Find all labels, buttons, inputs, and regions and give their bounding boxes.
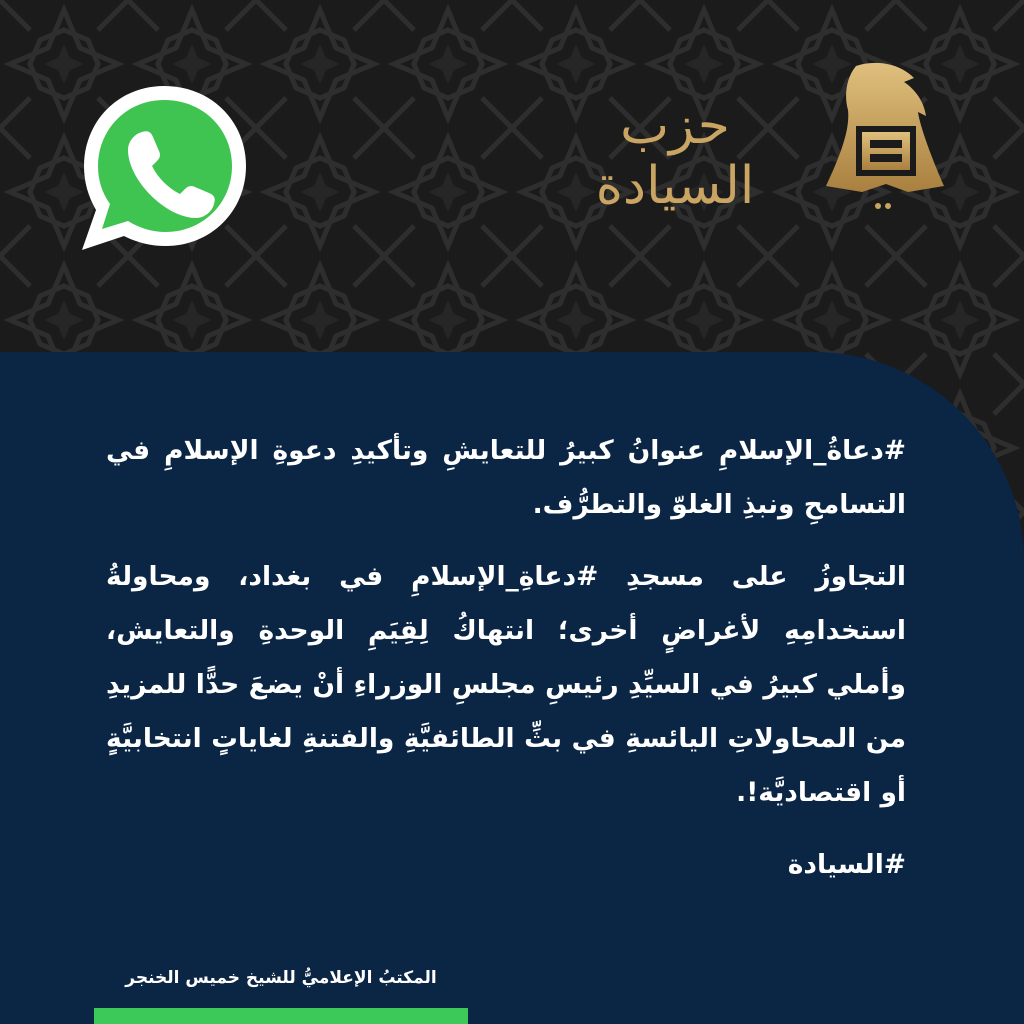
brand-name: حزب السيادة: [595, 96, 755, 216]
party-logo: [540, 56, 960, 216]
hashtag-link[interactable]: #السيادة: [787, 849, 906, 880]
post-paragraph-1: #دعاةُ_الإسلامِ عنوانُ كبيرُ للتعايشِ وتأكيدِ دعوةِ الإسلامِ في التسامحِ ونبذِ الغلوّ والتطرُّف.: [106, 435, 906, 520]
green-accent-bar: [94, 1008, 468, 1024]
post-paragraph-2: التجاوزُ على مسجدِ #دعاةِ_الإسلامِ في بغداد، ومحاولةُ استخدامِهِ لأغراضٍ أخرى؛ انتهاكُ لِقِيَمِ الوحدةِ والتعايش، وأملي كبيرُ في السيِّدِ رئيسِ مجلسِ الوزراءِ أنْ يضعَ حدًّا للمزيدِ من المحاولاتِ اليائسةِ في بثِّ الطائفيَّةِ والفتنةِ لغاياتٍ انتخابيَّةٍ أو اقتصاديَّة!.: [106, 561, 906, 808]
post-body: [106, 424, 906, 910]
whatsapp-logo-icon: [76, 80, 252, 256]
media-office-credit: المكتبُ الإعلاميُّ للشيخ خميس الخنجر: [125, 968, 437, 988]
eagle-emblem-icon: [816, 56, 956, 216]
